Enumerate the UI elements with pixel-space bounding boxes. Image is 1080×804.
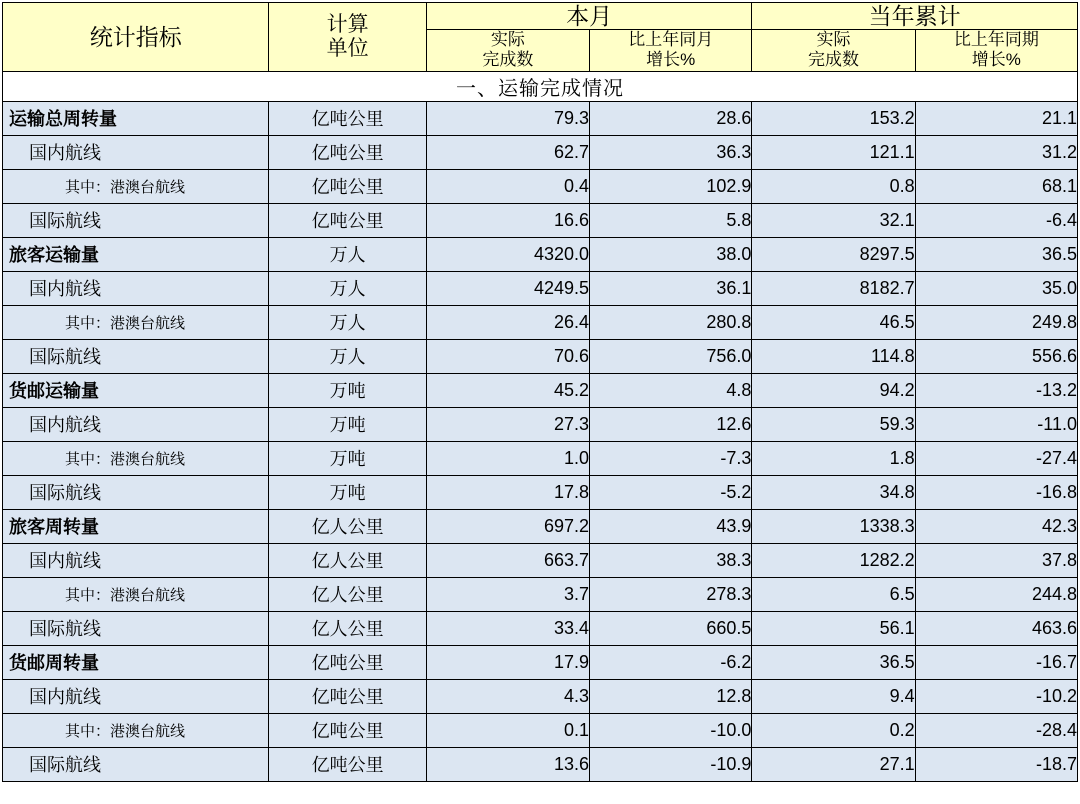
cell-ytd-growth: -27.4 [915, 441, 1077, 475]
row-label: 国际航线 [3, 747, 269, 781]
cell-ytd-actual: 59.3 [752, 407, 915, 441]
cell-month-actual: 26.4 [426, 305, 589, 339]
row-unit: 万吨 [269, 373, 426, 407]
cell-month-growth: 5.8 [590, 203, 752, 237]
row-unit: 亿吨公里 [269, 713, 426, 747]
unit-label-line1: 计算 [326, 12, 369, 36]
cell-ytd-actual: 1282.2 [752, 543, 915, 577]
row-label: 其中：港澳台航线 [3, 441, 269, 475]
table-row [3, 271, 1078, 305]
row-unit: 亿人公里 [269, 543, 426, 577]
row-unit: 亿吨公里 [269, 203, 426, 237]
cell-month-growth: -7.3 [590, 441, 752, 475]
cell-month-actual: 0.4 [426, 169, 589, 203]
cell-ytd-growth: 463.6 [915, 611, 1077, 645]
cell-month-actual: 13.6 [426, 747, 589, 781]
row-label: 运输总周转量 [3, 101, 269, 135]
table-row [3, 339, 1078, 373]
ytd-growth-line1: 比上年同期 [953, 30, 1039, 50]
row-label: 国内航线 [3, 543, 269, 577]
cell-ytd-actual: 34.8 [752, 475, 915, 509]
cell-month-growth: 36.1 [590, 271, 752, 305]
column-group-header-ytd: 当年累计 [752, 3, 1078, 30]
row-label: 其中：港澳台航线 [3, 577, 269, 611]
cell-month-growth: 38.0 [590, 237, 752, 271]
cell-ytd-actual: 1.8 [752, 441, 915, 475]
cell-ytd-actual: 36.5 [752, 645, 915, 679]
table-row [3, 203, 1078, 237]
unit-label-line2: 单位 [326, 36, 369, 60]
row-label: 国内航线 [3, 271, 269, 305]
table-body [3, 71, 1078, 781]
cell-month-actual: 79.3 [426, 101, 589, 135]
cell-ytd-growth: -11.0 [915, 407, 1077, 441]
cell-month-growth: 12.8 [590, 679, 752, 713]
cell-ytd-actual: 0.8 [752, 169, 915, 203]
cell-ytd-growth: 249.8 [915, 305, 1077, 339]
row-unit: 亿人公里 [269, 611, 426, 645]
row-label: 国内航线 [3, 135, 269, 169]
row-label: 国际航线 [3, 611, 269, 645]
month-actual-line1: 实际 [490, 30, 525, 50]
month-actual-line2: 完成数 [482, 50, 534, 70]
table-row [3, 577, 1078, 611]
cell-month-growth: 4.8 [590, 373, 752, 407]
cell-month-growth: -10.9 [590, 747, 752, 781]
table-row [3, 169, 1078, 203]
cell-ytd-actual: 1338.3 [752, 509, 915, 543]
cell-month-growth: -5.2 [590, 475, 752, 509]
cell-ytd-actual: 0.2 [752, 713, 915, 747]
cell-ytd-growth: -6.4 [915, 203, 1077, 237]
cell-ytd-growth: -16.7 [915, 645, 1077, 679]
cell-ytd-actual: 27.1 [752, 747, 915, 781]
row-label: 国际航线 [3, 339, 269, 373]
civil-aviation-statistics-table [2, 2, 1078, 782]
cell-month-actual: 0.1 [426, 713, 589, 747]
cell-month-growth: 660.5 [590, 611, 752, 645]
row-label: 旅客运输量 [3, 237, 269, 271]
table-row [3, 305, 1078, 339]
row-label: 国内航线 [3, 407, 269, 441]
table-row [3, 747, 1078, 781]
row-unit: 亿吨公里 [269, 135, 426, 169]
row-label: 货邮运输量 [3, 373, 269, 407]
cell-ytd-growth: 35.0 [915, 271, 1077, 305]
row-unit: 亿吨公里 [269, 169, 426, 203]
row-label: 其中：港澳台航线 [3, 713, 269, 747]
cell-month-growth: 43.9 [590, 509, 752, 543]
table-row [3, 679, 1078, 713]
cell-month-actual: 663.7 [426, 543, 589, 577]
cell-month-growth: 280.8 [590, 305, 752, 339]
cell-ytd-actual: 32.1 [752, 203, 915, 237]
cell-ytd-actual: 9.4 [752, 679, 915, 713]
cell-month-growth: -6.2 [590, 645, 752, 679]
row-label: 国际航线 [3, 203, 269, 237]
cell-month-actual: 17.9 [426, 645, 589, 679]
cell-ytd-actual: 121.1 [752, 135, 915, 169]
cell-ytd-actual: 46.5 [752, 305, 915, 339]
column-header-month-growth [590, 30, 752, 71]
cell-ytd-actual: 6.5 [752, 577, 915, 611]
row-label: 货邮周转量 [3, 645, 269, 679]
cell-month-actual: 27.3 [426, 407, 589, 441]
table-row [3, 135, 1078, 169]
cell-month-actual: 697.2 [426, 509, 589, 543]
table-row [3, 441, 1078, 475]
table-row [3, 713, 1078, 747]
cell-month-actual: 17.8 [426, 475, 589, 509]
table-row [3, 373, 1078, 407]
table-row [3, 475, 1078, 509]
cell-month-growth: 278.3 [590, 577, 752, 611]
cell-month-growth: 38.3 [590, 543, 752, 577]
cell-month-actual: 4320.0 [426, 237, 589, 271]
cell-ytd-growth: 244.8 [915, 577, 1077, 611]
cell-ytd-actual: 94.2 [752, 373, 915, 407]
cell-ytd-growth: -28.4 [915, 713, 1077, 747]
row-label: 其中：港澳台航线 [3, 169, 269, 203]
header-row-top [3, 3, 1078, 30]
row-unit: 亿人公里 [269, 509, 426, 543]
table-header [3, 3, 1078, 72]
ytd-growth-line2: 增长% [971, 50, 1021, 70]
cell-ytd-growth: -10.2 [915, 679, 1077, 713]
column-group-header-month: 本月 [426, 3, 752, 30]
cell-month-actual: 33.4 [426, 611, 589, 645]
row-label: 旅客周转量 [3, 509, 269, 543]
cell-ytd-growth: -16.8 [915, 475, 1077, 509]
row-unit: 万人 [269, 305, 426, 339]
row-label: 国际航线 [3, 475, 269, 509]
table-row [3, 407, 1078, 441]
section-title: 一、运输完成情况 [3, 71, 1078, 101]
cell-ytd-actual: 8297.5 [752, 237, 915, 271]
table-row [3, 237, 1078, 271]
ytd-actual-line1: 实际 [816, 30, 851, 50]
row-label: 其中：港澳台航线 [3, 305, 269, 339]
cell-ytd-growth: 31.2 [915, 135, 1077, 169]
month-growth-line2: 增长% [646, 50, 696, 70]
row-unit: 亿吨公里 [269, 679, 426, 713]
cell-month-growth: 36.3 [590, 135, 752, 169]
row-unit: 万吨 [269, 441, 426, 475]
cell-ytd-growth: -13.2 [915, 373, 1077, 407]
row-unit: 亿人公里 [269, 577, 426, 611]
cell-ytd-growth: 556.6 [915, 339, 1077, 373]
row-unit: 万人 [269, 237, 426, 271]
cell-ytd-actual: 114.8 [752, 339, 915, 373]
cell-month-growth: 28.6 [590, 101, 752, 135]
section-title-row [3, 71, 1078, 101]
cell-ytd-growth: -18.7 [915, 747, 1077, 781]
table-row [3, 509, 1078, 543]
cell-month-growth: 756.0 [590, 339, 752, 373]
cell-month-actual: 70.6 [426, 339, 589, 373]
row-unit: 万人 [269, 339, 426, 373]
cell-ytd-growth: 68.1 [915, 169, 1077, 203]
column-header-ytd-actual [752, 30, 915, 71]
row-unit: 亿吨公里 [269, 101, 426, 135]
column-header-indicator: 统计指标 [3, 3, 269, 72]
table-row [3, 645, 1078, 679]
cell-ytd-growth: 42.3 [915, 509, 1077, 543]
row-unit: 万吨 [269, 475, 426, 509]
cell-ytd-actual: 56.1 [752, 611, 915, 645]
month-growth-line1: 比上年同月 [628, 30, 714, 50]
ytd-actual-line2: 完成数 [808, 50, 859, 70]
row-unit: 万人 [269, 271, 426, 305]
cell-month-growth: -10.0 [590, 713, 752, 747]
cell-month-actual: 3.7 [426, 577, 589, 611]
cell-month-growth: 12.6 [590, 407, 752, 441]
row-unit: 亿吨公里 [269, 747, 426, 781]
table-row [3, 543, 1078, 577]
cell-month-growth: 102.9 [590, 169, 752, 203]
cell-ytd-actual: 153.2 [752, 101, 915, 135]
row-unit: 亿吨公里 [269, 645, 426, 679]
cell-month-actual: 16.6 [426, 203, 589, 237]
cell-ytd-growth: 36.5 [915, 237, 1077, 271]
cell-ytd-growth: 37.8 [915, 543, 1077, 577]
row-unit: 万吨 [269, 407, 426, 441]
cell-month-actual: 4249.5 [426, 271, 589, 305]
table-row [3, 101, 1078, 135]
column-header-ytd-growth [915, 30, 1077, 71]
table-row [3, 611, 1078, 645]
cell-ytd-growth: 21.1 [915, 101, 1077, 135]
column-header-month-actual [426, 30, 589, 71]
cell-month-actual: 45.2 [426, 373, 589, 407]
column-header-unit [269, 3, 426, 72]
row-label: 国内航线 [3, 679, 269, 713]
cell-month-actual: 62.7 [426, 135, 589, 169]
cell-month-actual: 1.0 [426, 441, 589, 475]
cell-ytd-actual: 8182.7 [752, 271, 915, 305]
cell-month-actual: 4.3 [426, 679, 589, 713]
